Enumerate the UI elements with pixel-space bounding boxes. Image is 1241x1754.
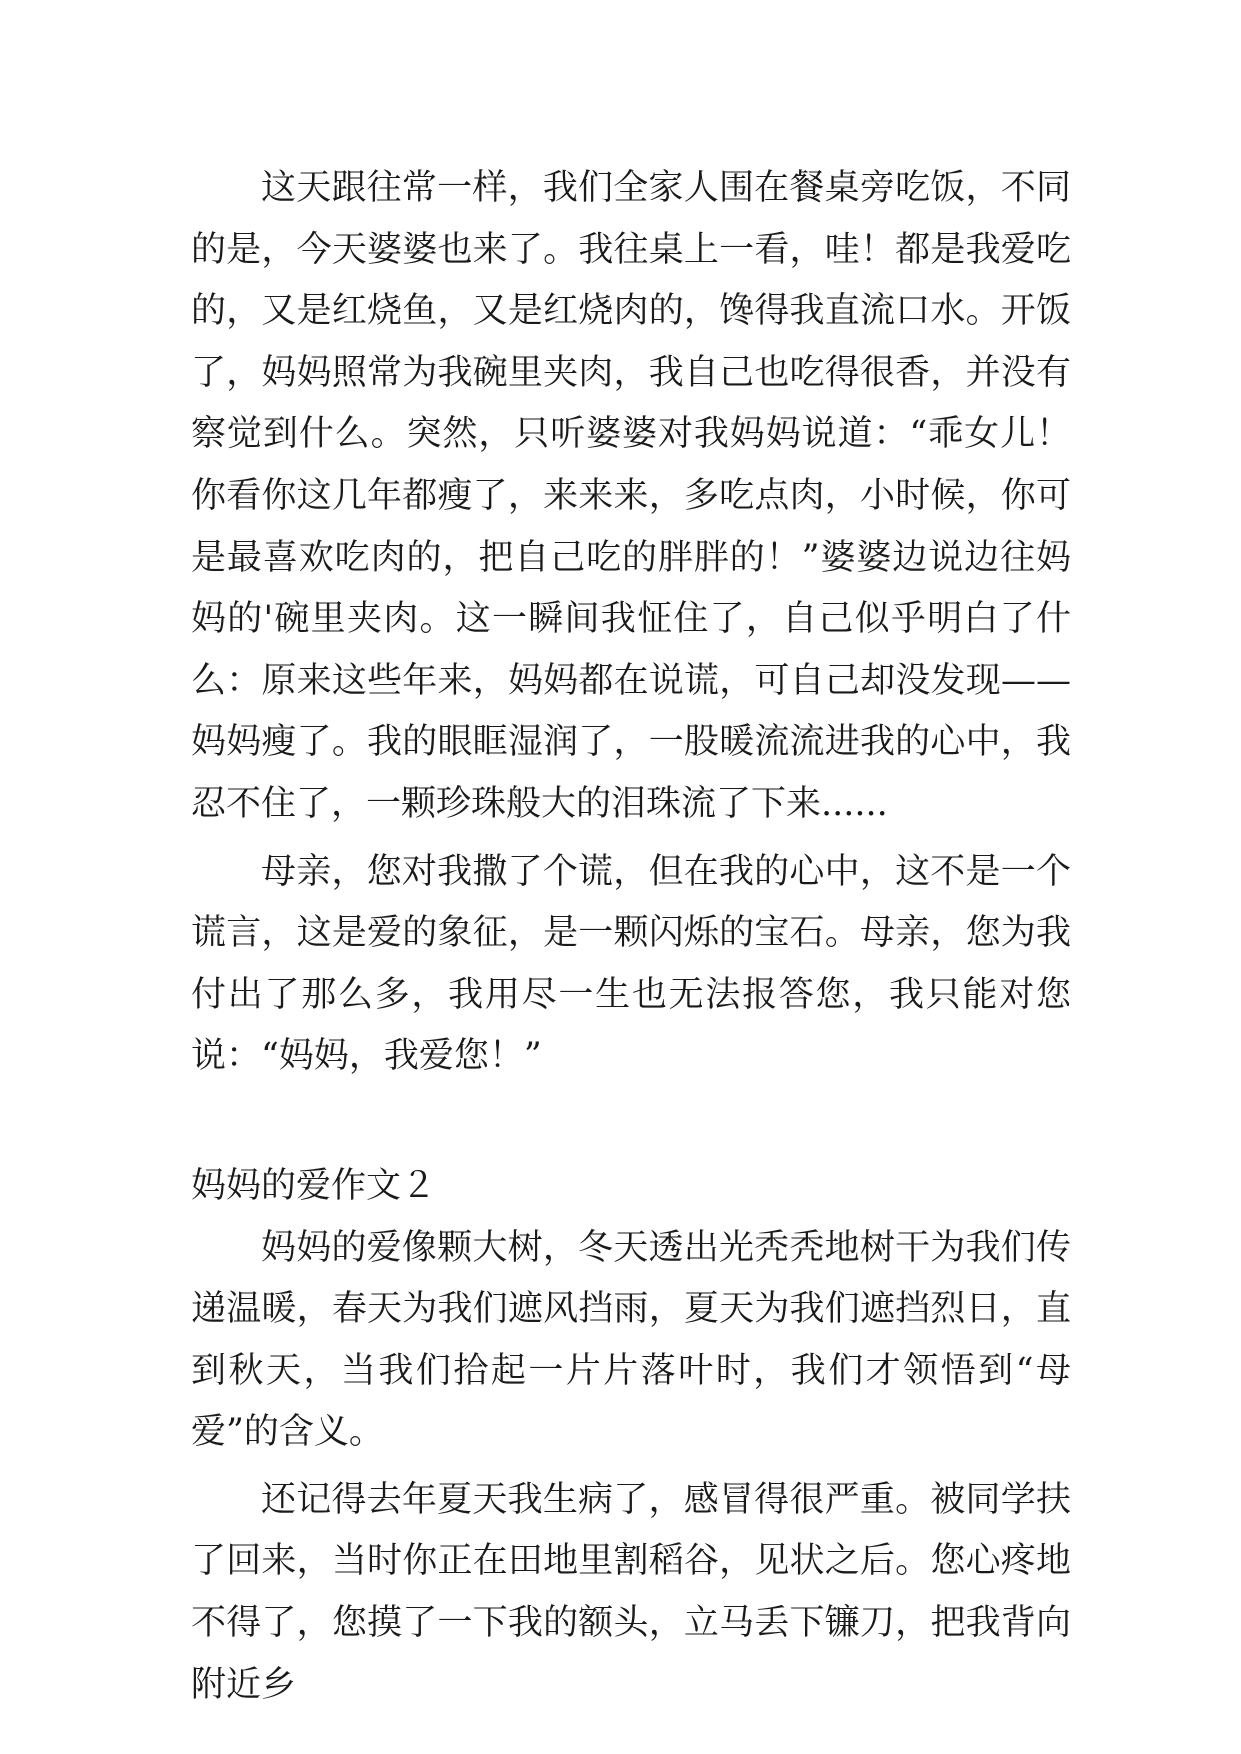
paragraph: 还记得去年夏天我生病了，感冒得很严重。被同学扶了回来，当时你正在田地里割稻谷，见状之后。您心疼地不得了，您摸了一下我的额头，立马丢下镰刀，把我背向附近乡 (191, 1479, 1071, 1705)
document-body (191, 158, 1071, 1716)
paragraph: 这天跟往常一样，我们全家人围在餐桌旁吃饭，不同的是，今天婆婆也来了。我往桌上一看，哇！都是我爱吃的，又是红烧鱼，又是红烧肉的，馋得我直流口水。开饭了，妈妈照常为我碗里夹肉，我自己也吃得很香，并没有察觉到什么。突然，只听婆婆对我妈妈说道：“乖女儿！你看你这几年都瘦了，来来来，多吃点肉，小时候，你可是最喜欢吃肉的，把自己吃的胖胖的！”婆婆边说边往妈妈的'碗里夹肉。这一瞬间我怔住了，自己似乎明白了什么：原来这些年来，妈妈都在说谎，可自己却没发现——妈妈瘦了。我的眼眶湿润了，一股暖流流进我的心中，我忍不住了，一颗珍珠般大的泪珠流了下来...... (191, 168, 1071, 824)
paragraph: 妈妈的爱像颗大树，冬天透出光秃秃地树干为我们传递温暖，春天为我们遮风挡雨，夏天为我们遮挡烈日，直到秋天，当我们拾起一片片落叶时，我们才领悟到“母爱”的含义。 (191, 1227, 1071, 1453)
section-title: 妈妈的爱作文２ (191, 1165, 437, 1206)
paragraph: 母亲，您对我撒了个谎，但在我的心中，这不是一个谎言，这是爱的象征，是一颗闪烁的宝石。母亲，您为我付出了那么多，我用尽一生也无法报答您，我只能对您说：“妈妈，我爱您！” (191, 851, 1071, 1077)
